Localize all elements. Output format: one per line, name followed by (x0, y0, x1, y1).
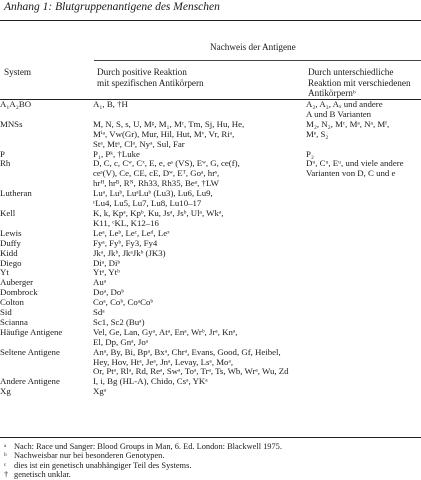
header-system: System (4, 67, 32, 77)
top-rule (0, 20, 421, 21)
positive-line: Luᵃ, Luᵇ, LuᵃLuᵇ (Lu3), Lu6, Lu9, (93, 188, 213, 199)
different-cell (306, 328, 421, 348)
positive-cell (93, 377, 306, 387)
positive-line: Anᵃ, By, Bi, Bpᵃ, Bxᵃ, Chrᵃ, Evans, Good, Gf, Heibel, (93, 346, 281, 357)
table-row (0, 189, 421, 209)
positive-line: Leᵃ, Leᵇ, Leᶜ, Leᵈ, Leˣ (93, 227, 170, 238)
positive-cell (93, 348, 306, 378)
table-row (0, 239, 421, 249)
header-different-line: Reaktion mit verschiedenen (308, 77, 411, 88)
system-cell: Kell (0, 207, 16, 218)
different-line: A und B Varianten (306, 108, 372, 119)
positive-cell (93, 249, 306, 259)
page-title: Anhang 1: Blutgruppenantigene des Menschen (4, 1, 220, 13)
footnote-text: genetisch unklar. (14, 469, 71, 479)
positive-line: Ytᵃ, Ytᵇ (93, 267, 120, 278)
system-cell: Rh (0, 158, 11, 169)
positive-cell (93, 159, 306, 189)
different-cell (306, 159, 421, 189)
system-cell: Yt (0, 267, 9, 278)
positive-cell (93, 328, 306, 348)
positive-line: P₁, Pᵏ, †Luke (93, 148, 140, 159)
header-different-line: Durch unterschiedliche (308, 67, 394, 77)
positive-line: Doᵃ, Doᵇ (93, 287, 125, 298)
header-positive-line: Durch positive Reaktion (97, 67, 187, 77)
positive-line: D, C, c, Cʷ, Cˣ, E, e, eˢ (VS), Eʷ, G, ce(f), (93, 158, 240, 169)
header-different (308, 67, 420, 99)
different-cell (306, 268, 421, 278)
system-cell: Häufige Antigene (0, 326, 63, 337)
positive-line: Mⁱᵃ, Vw(Gr), Mur, Hil, Hut, Mᵛ, Vr, Riᵃ, (93, 128, 235, 139)
footnote-mark: ᶜ (4, 460, 7, 470)
footnote-text: dies ist ein genetisch unabhängiger Teil des Systems. (14, 460, 192, 470)
positive-line: Jkᵃ, Jkᵇ, JkᵃJkᵇ (JK3) (93, 247, 166, 258)
footnote-mark: ᵃ (4, 442, 7, 451)
different-cell (306, 308, 421, 318)
system-cell: Duffy (0, 237, 21, 248)
table-row (0, 209, 421, 229)
system-cell: Diego (0, 257, 22, 268)
positive-line: Stᵃ, Mtᵃ, Clᵃ, Nyᵃ, Sul, Far (93, 138, 185, 149)
header-subrule (94, 60, 421, 61)
system-cell: Lutheran (0, 188, 32, 199)
positive-line: Xgᵃ (93, 386, 107, 397)
positive-cell (93, 268, 306, 278)
system-cell: Colton (0, 297, 24, 308)
table-row (0, 100, 421, 120)
different-cell (306, 229, 421, 239)
different-line: A₂, A₃, Aₓ und andere (306, 99, 383, 109)
positive-line: Auᵃ (93, 277, 107, 288)
system-cell: Lewis (0, 227, 22, 238)
positive-cell (93, 259, 306, 269)
positive-line: El, Dp, Gnᵃ, Joᵃ (93, 336, 149, 347)
system-cell: Andere Antigene (0, 376, 60, 387)
positive-line: Diᵃ, Diᵇ (93, 257, 121, 268)
table-row (0, 348, 421, 378)
table-row (0, 249, 421, 259)
header-nachweis: Nachweis der Antigene (210, 42, 296, 52)
table-row (0, 259, 421, 269)
different-cell (306, 348, 421, 378)
positive-cell (93, 100, 306, 120)
different-cell (306, 318, 421, 328)
different-cell (306, 259, 421, 269)
system-cell: Kidd (0, 247, 18, 258)
different-line: Mᵉ, S₂ (306, 128, 329, 139)
positive-line: ᶜLu4, Lu5, Lu7, Lu8, Lu10–17 (93, 198, 202, 209)
header-positive-line: mit spezifischen Antikörpern (97, 77, 204, 88)
different-cell (306, 288, 421, 298)
different-line: Varianten von D, C und e (306, 168, 396, 179)
positive-line: K11, ᶜKL, K12–16 (93, 217, 159, 228)
positive-line: Vel, Ge, Lan, Gyᵃ, Atᵃ, Enᵃ, Wrᵇ, Jrᵃ, Knᵃ, (93, 326, 238, 337)
footnote-text: Nachweisbar nur bei besonderen Genotypen. (14, 451, 165, 461)
antigen-table (0, 100, 421, 397)
different-cell (306, 239, 421, 249)
table-row (0, 159, 421, 189)
positive-line: Or, Ptᵃ, Rlᵃ, Rd, Reᵃ, Swᵃ, Toᵃ, Trᵃ, Ts, Wb, Wrᵃ, Wu, Zd (93, 366, 289, 377)
system-cell: Seltene Antigene (0, 346, 60, 357)
positive-line: I, i, Bg (HL-A), Chido, Csᵃ, YKᵃ (93, 376, 208, 387)
header-different-line: Antikörpernᵇ (308, 88, 356, 98)
positive-cell (93, 387, 306, 397)
positive-line: Fyᵃ, Fyᵇ, Fy3, Fy4 (93, 237, 158, 248)
positive-line: Sdᵃ (93, 307, 105, 318)
different-cell (306, 189, 421, 209)
system-cell: Sid (0, 307, 12, 318)
different-cell (306, 298, 421, 308)
header-positive (97, 67, 287, 88)
system-cell: Dombrock (0, 287, 38, 298)
footnote (4, 442, 282, 451)
system-cell: A₁A₂BO (0, 99, 32, 109)
different-cell (306, 100, 421, 120)
footnote (4, 470, 282, 479)
system-cell: Scianna (0, 316, 28, 327)
table-row (0, 288, 421, 298)
different-line: Dᵘ, Cᵘ, Eᵘ, und viele andere (306, 158, 404, 169)
footnote (4, 461, 282, 470)
positive-cell (93, 298, 306, 308)
positive-cell (93, 189, 306, 209)
different-cell (306, 120, 421, 150)
table-row (0, 377, 421, 387)
footnote-text: Nach: Race und Sanger: Blood Groups in Man, 6. Ed. London: Blackwell 1975. (14, 442, 282, 451)
different-cell (306, 377, 421, 387)
positive-cell (93, 278, 306, 288)
table-row (0, 298, 421, 308)
different-line: M₂, N₂, Mᶜ, Mᵃ, Nᵃ, Mᶠ, (306, 118, 390, 129)
different-cell (306, 278, 421, 288)
system-cell: MNSs (0, 118, 23, 129)
positive-cell (93, 120, 306, 150)
different-line: P₂ (306, 148, 314, 159)
table-row (0, 120, 421, 150)
table-row (0, 308, 421, 318)
positive-line: Coᵃ, Coᵇ, CoᵃCoᵇ (93, 297, 154, 308)
positive-line: hrᴴ, hrᴮ, Rᴺ, Rh33, Rh35, Beᵃ, †LW (93, 178, 219, 189)
table-row (0, 387, 421, 397)
table-row (0, 268, 421, 278)
system-cell: P (0, 148, 5, 159)
table-row (0, 229, 421, 239)
footnote-mark: † (4, 469, 9, 479)
different-cell (306, 209, 421, 229)
footnotes (4, 442, 282, 479)
footnote-mark: ᵇ (4, 451, 7, 461)
footnote (4, 451, 282, 460)
table-bottom-rule (0, 437, 421, 438)
positive-cell (93, 209, 306, 229)
positive-line: Sc1, Sc2 (Buᵃ) (93, 316, 145, 327)
system-cell: Auberger (0, 277, 34, 288)
table-row (0, 278, 421, 288)
positive-line: Hey, Hov, Htᵃ, Jeᵃ, Jnᵃ, Levay, Lsᵃ, Moᵃ, (93, 356, 234, 367)
table-row (0, 328, 421, 348)
positive-line: A₁, B, †H (93, 99, 128, 109)
system-cell: Xg (0, 386, 11, 397)
positive-line: ceˢ(V), Ce, CE, cE, Dʷ, Eᵀ, Goᵃ, hrˢ, (93, 168, 220, 179)
different-cell (306, 387, 421, 397)
different-cell (306, 249, 421, 259)
positive-line: M, N, S, s, U, Mᵍ, M₁, Mᶜ, Tm, Sj, Hu, He, (93, 118, 245, 129)
positive-line: K, k, Kpᵃ, Kpᵇ, Ku, Jsᵃ, Jsᵇ, Ulᵃ, Wkᵃ, (93, 207, 224, 218)
